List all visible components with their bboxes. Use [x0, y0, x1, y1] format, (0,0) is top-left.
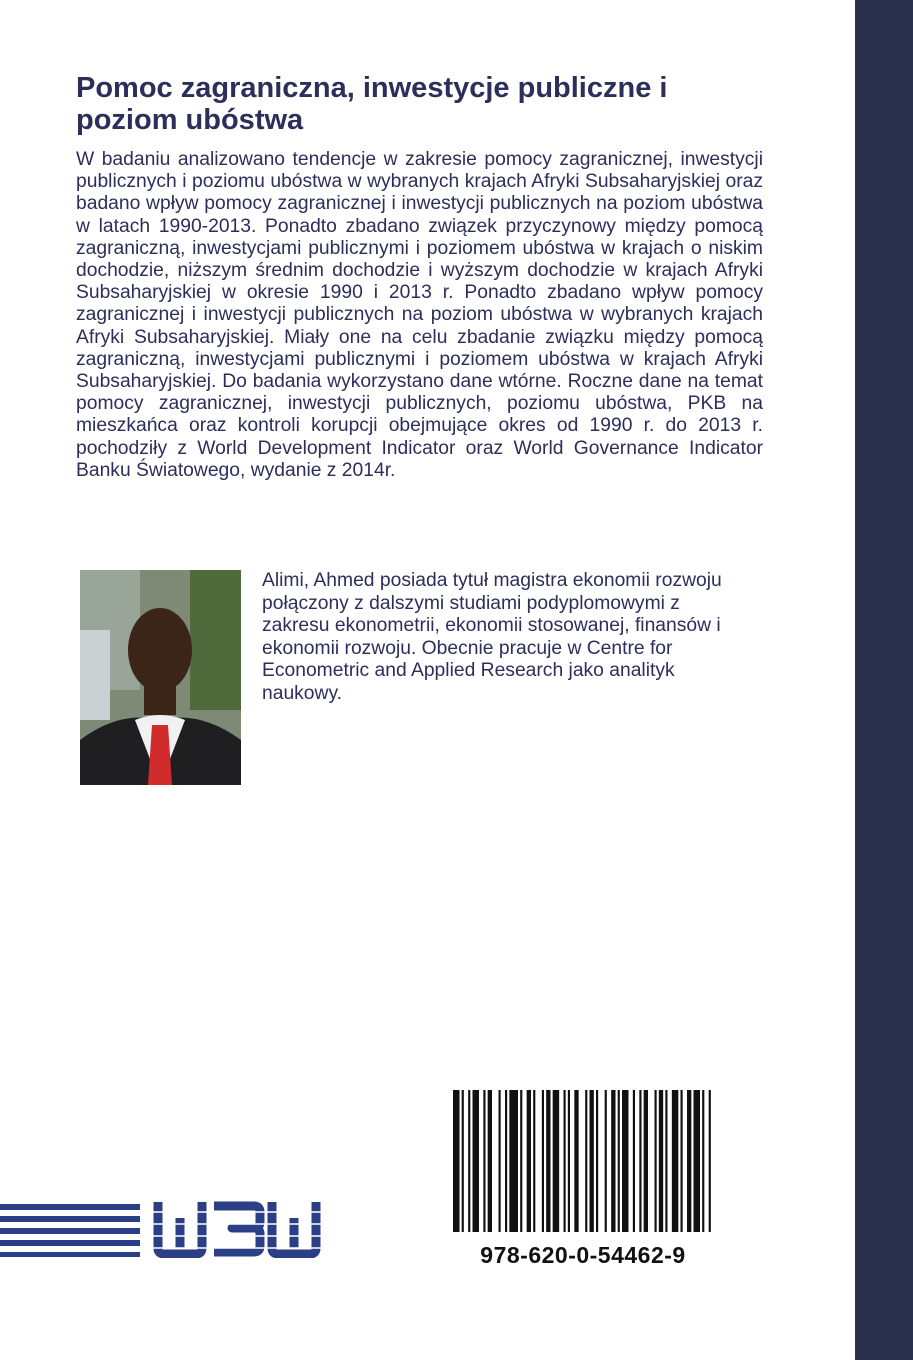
barcode-bar	[488, 1090, 492, 1232]
barcode-bar	[644, 1090, 648, 1232]
barcode-bar	[505, 1090, 507, 1232]
barcode-bar	[483, 1090, 485, 1232]
barcode-bar	[694, 1090, 701, 1232]
barcode-bar	[687, 1090, 691, 1232]
book-title: Pomoc zagraniczna, inwestycje publiczne i poziom ubóstwa	[76, 72, 668, 136]
barcode-bar	[453, 1090, 460, 1232]
barcode-bar	[499, 1090, 501, 1232]
barcode-bar	[462, 1090, 464, 1232]
barcode-bar	[709, 1090, 711, 1232]
barcode-bar	[596, 1090, 598, 1232]
barcode-bar	[468, 1090, 470, 1232]
barcode-bar	[618, 1090, 620, 1232]
book-spine	[855, 0, 913, 1360]
barcode-bar	[533, 1090, 535, 1232]
isbn-number: 978-620-0-54462-9	[480, 1242, 686, 1268]
barcode-bar	[665, 1090, 667, 1232]
barcode-bar	[553, 1090, 560, 1232]
barcode-bar	[574, 1090, 578, 1232]
barcode-bar	[655, 1090, 657, 1232]
barcode-bar	[509, 1090, 518, 1232]
barcode-bar	[659, 1090, 663, 1232]
barcode-bar	[564, 1090, 566, 1232]
barcode-bar	[546, 1090, 550, 1232]
author-bio: Alimi, Ahmed posiada tytuł magistra ekonomii rozwoju połączony z dalszymi studiami podyplomowymi z zakresu ekonometrii, ekonomii stosowanej, finansów i ekonomii rozwoju. Obecnie pracuje w Centre for Econometric and Applied Research jako analityk naukowy.	[262, 570, 722, 704]
barcode-bar	[568, 1090, 570, 1232]
barcode-bar	[681, 1090, 683, 1232]
barcode-bar	[622, 1090, 629, 1232]
book-abstract: W badaniu analizowano tendencje w zakresie pomocy zagranicznej, inwestycji publicznych i poziomu ubóstwa w wybranych krajach Afryki Subsaharyjskiej oraz badano wpływ pomocy zagranicznej i inwestycji publicznych na poziom ubóstwa w latach 1990-2013. Ponadto zbadano związek przyczynowy między pomocą zagraniczną, inwestycjami publicznymi i poziomem ubóstwa w krajach o niskim dochodzie, niższym średnim dochodzie i wyższym dochodzie w krajach Afryki Subsaharyjskiej w okresie 1990 i 2013 r. Ponadto zbadano wpływ pomocy zagranicznej i inwestycji publicznych na poziom ubóstwa w wybranych krajach Afryki Subsaharyjskiej. Miały one na celu zbadanie związku między pomocą zagraniczną, inwestycjami publicznymi i poziomem ubóstwa w krajach Afryki Subsaharyjskiej. Do badania wykorzystano dane wtórne. Roczne dane na temat pomocy zagranicznej, inwestycji publicznych, poziomu ubóstwa, PKB na mieszkańca oraz kontroli korupcji obejmujące okres od 1990 r. do 2013 r. pochodziły z World Development Indicator oraz World Governance Indicator Banku Światowego, wydanie z 2014r.	[76, 149, 763, 481]
barcode-bar	[639, 1090, 641, 1232]
barcode-bar	[672, 1090, 679, 1232]
barcode-bar	[702, 1090, 704, 1232]
barcode-bar	[520, 1090, 522, 1232]
barcode-bar	[542, 1090, 544, 1232]
barcode-bar	[527, 1090, 531, 1232]
barcode-bar	[605, 1090, 607, 1232]
author-photo	[80, 570, 241, 785]
barcode-bar	[585, 1090, 587, 1232]
barcode-bar	[473, 1090, 480, 1232]
wbw-logo-icon	[152, 1198, 327, 1258]
barcode-bar	[590, 1090, 594, 1232]
barcode-bar	[633, 1090, 635, 1232]
barcode-bar	[611, 1090, 615, 1232]
barcode-icon	[453, 1090, 713, 1232]
publisher-stripes	[0, 1198, 140, 1260]
